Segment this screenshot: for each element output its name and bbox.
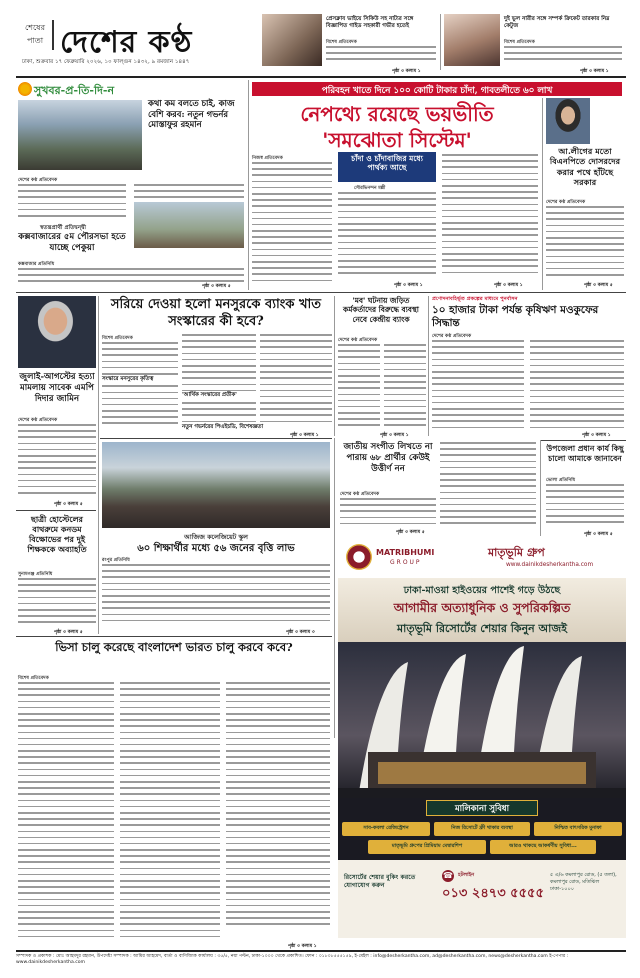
visa-text-col-3 [226, 682, 330, 940]
col-divider-lead-right [542, 98, 543, 290]
lead-headline-2: 'সমঝোতা সিস্টেম' [322, 128, 472, 152]
shubhobor-section [16, 80, 246, 290]
sun-icon [18, 82, 32, 96]
scholarship-headline: ৬০ শিক্ষার্থীর মধ্যে ৫৬ জনের বৃত্তি লাভ [137, 543, 295, 554]
pekua-headline: কক্সবাজারের ৫ম পৌরসভা হতে যাচ্ছে পেকুয়া [18, 232, 126, 253]
visa-text-col-1 [18, 682, 114, 950]
resort-ground [338, 788, 626, 798]
uthaiyara-byline: ভোলা প্রতিনিধি [546, 478, 576, 483]
lead-box-headline: চাঁদা ও চাঁদাবাজির মধ্যে পার্থক্য আছে [351, 154, 423, 173]
farm-text-col-2 [530, 340, 624, 432]
july-text [18, 424, 96, 500]
lead-box-byline: সৌরভিনন্দন মল্লী [354, 186, 386, 191]
governor-crowd-photo [18, 100, 142, 170]
shubhobor-brand: সুখবর-প্র-তি-দি-ন [34, 84, 115, 97]
lead-headline-1: নেপথ্যে রয়েছে ভয়ভীতি [300, 102, 494, 126]
hostel-continued: পৃষ্ঠা ৩ কলাম ৫ [54, 630, 83, 635]
july-headline: জুলাই-আগস্টের হত্যা মামলায় সাবেক এমপি দিদার জামিন [19, 372, 95, 404]
pekua-photo [134, 202, 244, 248]
feature-5-label: আরও থাকছে আকর্ষণীয় সুবিধা... [509, 843, 577, 849]
filler-text-mid [440, 442, 536, 530]
ad-brand-left: MATRIBHUMI [376, 548, 435, 557]
ad-brand-right: মাতৃভূমি গ্রুপ [488, 546, 545, 559]
pekua-byline: কক্সবাজার প্রতিনিধি [18, 262, 55, 267]
teaser-divider [440, 14, 441, 70]
dateline: ঢাকা, শুক্রবার ১৭ ফেব্রুয়ারি ২০২৬, ১০ ফাল্গুন ১৪৩২, ৯ রমজান ১৪৪৭ [22, 59, 190, 65]
lead-text-col-1 [252, 162, 332, 288]
col-divider-bank-left [98, 296, 99, 634]
election-text-col-2 [384, 344, 426, 432]
rule-right-mid [540, 440, 626, 441]
teaser-2-continued: পৃষ্ঠা ৩ কলাম ১ [580, 69, 609, 74]
masthead-divider [52, 20, 54, 50]
ad-top-bar [338, 538, 626, 578]
rule-below-top [16, 292, 626, 293]
pekua-kicker: স্বতন্ত্রপ্রার্থী প্রতিদ্বন্দ্বী [40, 225, 87, 231]
rule-scholarship [100, 438, 332, 439]
hotline-label: হটলাইন [458, 872, 475, 878]
scholarship-kicker: আজিজ কলেজিয়েট স্কুল [184, 533, 248, 541]
lead-box-continued: পৃষ্ঠা ৩ কলাম ১ [394, 283, 423, 288]
farm-continued: পৃষ্ঠা ৩ কলাম ১ [582, 433, 611, 438]
ad-contact-label: রিসোর্টের শেয়ার বুকিং করতে যোগাযোগ করুন [344, 874, 416, 889]
section-label [20, 22, 50, 48]
governor-byline: দেশের কণ্ঠ প্রতিবেদক [18, 178, 58, 183]
lead-text-col-3 [442, 154, 538, 280]
bank-text-col-3 [260, 334, 332, 430]
uthaiyara-text [546, 484, 624, 530]
visa-byline: বিশেষ প্রতিবেদক [18, 676, 49, 681]
anthem-byline: দেশের কণ্ঠ প্রতিবেদক [340, 492, 380, 497]
awami-text [546, 206, 624, 280]
visa-headline: ভিসা চালু করেছে বাংলাদেশ ভারত চালু করবে কবে? [55, 640, 293, 654]
bank-text-col-1 [102, 342, 178, 432]
anthem-text [340, 498, 436, 528]
governor-headline: কথা কম বলতে চাই, কাজ বেশি করব: নতুন গভর্নর মোস্তাফুর রহমান [148, 98, 235, 130]
footer-imprint: সম্পাদক ও প্রকাশক : মোঃ আহমদুর রহমান, উপদেষ্টা সম্পাদক : আমির আহমেদ, বার্তা ও বাণিজ্যিক কার্যালয় : ৩৫/৫, নয়া পল্টন, ঢাকা-১০০০ থেকে প্রকাশিত। ফোন : ০১৮০৮৫৫৫১৫৯, ই-মেইল : info@desherkantha.com, ad@desherkantha.com, news@desherkantha.com ই-পেপার : www.dainikdesherkantha.com [16, 954, 569, 965]
farm-kicker: প্রণোদনাবহির্ভূত প্রকল্পের মাধ্যমে পুনর্বাসন [432, 296, 518, 302]
july-continued: পৃষ্ঠা ৩ কলাম ৫ [54, 502, 83, 507]
footer-rule [16, 950, 626, 952]
ad-line-3: মাতৃভূমি রিসোর্টের শেয়ার কিনুন আজই [397, 622, 567, 635]
teaser-1-continued: পৃষ্ঠা ৩ কলাম ১ [392, 69, 421, 74]
hostel-text [18, 578, 96, 628]
visa-continued: পৃষ্ঠা ৩ কলাম ১ [288, 944, 317, 949]
resort-building-illustration [338, 642, 626, 798]
election-byline: দেশের কণ্ঠ প্রতিবেদক [338, 338, 378, 343]
election-text-col-1 [338, 344, 380, 432]
teaser-1-byline: বিশেষ প্রতিবেদক [326, 40, 357, 45]
newspaper-title: দেশের কণ্ঠ [60, 25, 193, 60]
anthem-headline-visible: জাতীয় সংগীত লিখতে না পারায় ৬৮ প্রার্থীর কেউই উত্তীর্ণ নন [343, 442, 433, 474]
awami-continued: পৃষ্ঠা ৩ কলাম ৫ [584, 283, 613, 288]
election-headline: 'মব' ঘটনায় জড়িত কর্মকর্তাদের বিরুদ্ধে ব্যবস্থা নেবে কেন্দ্রীয় ব্যাংক [343, 296, 419, 324]
bank-subhead-3: নতুন গভর্নরের পিএইচডি, বিশেষজ্ঞতা [182, 424, 332, 432]
teaser-1-photo [262, 14, 322, 66]
col-divider-uthaiyara [540, 440, 541, 536]
resort-glow [378, 762, 586, 784]
rule-left-hostel [16, 510, 96, 511]
hostel-byline: সুনামগঞ্জ প্রতিনিধি [18, 572, 53, 577]
mansur-photo [18, 296, 96, 368]
ad-url[interactable]: www.dainikdesherkantha.com [506, 562, 594, 568]
teaser-1-headline: প্রেসক্লাব ভাইয়ে সিকিউ সহ নাট্যর সঙ্গে বিজ্ঞাপিত গাইড সহকারী গভীর হতেই [326, 16, 414, 29]
lead-byline: নিজস্ব প্রতিবেদক [252, 156, 283, 161]
section-label-line-2: পাতা [26, 36, 44, 45]
masthead-rule [16, 76, 626, 78]
ownership-label: মালিকানা সুবিধা [454, 803, 510, 813]
rule-visa [16, 636, 332, 637]
bank-text-col-2 [182, 334, 256, 430]
hostel-headline: ছাত্রী হোস্টেলের বাথরুমে কনডম বিক্ষোভের পর দুই শিক্ষককে অব্যাহতি [27, 514, 87, 554]
farm-byline: দেশের কণ্ঠ প্রতিবেদক [432, 334, 472, 339]
feature-1-label: সাব-কবলা রেজিস্ট্রেশন [363, 825, 409, 831]
election-continued: পৃষ্ঠা ৩ কলাম ১ [380, 433, 409, 438]
awami-byline: দেশের কণ্ঠ প্রতিবেদক [546, 200, 586, 205]
ad-brand-left-sub: GROUP [390, 559, 422, 566]
col-divider-anthem [334, 438, 335, 738]
farm-text-col-1 [432, 340, 524, 432]
governor-text-col-1 [18, 184, 126, 220]
feature-2-label: নিজ রিসোর্টে ফ্রী থাকার ব্যবস্থা [451, 825, 513, 831]
ad-address: ৫ এ/৬ কমলাপুর রোড, (৫ তলা), কমলাপুর রোড, মতিঝিল ঢাকা-১০০০ [550, 872, 617, 892]
masthead [16, 14, 626, 76]
july-byline: দেশের কণ্ঠ প্রতিবেদক [18, 418, 58, 423]
ad-line-2: আগামীর অত্যাধুনিক ও সুপরিকল্পিত [393, 600, 571, 615]
bank-headline: সরিয়ে দেওয়া হলো মনসুরকে ব্যাংক খাত সংস্কারের কী হবে? [110, 297, 322, 329]
feature-4-label: মাতৃভূমি গ্রুপের প্রিমিয়াম মেম্বারশিপ [391, 843, 463, 849]
ad-block[interactable] [338, 538, 626, 938]
teaser-2-byline: বিশেষ প্রতিবেদক [504, 40, 535, 45]
scholarship-continued: পৃষ্ঠা ৩ কলাম ৩ [286, 630, 315, 635]
col-divider-left-top [248, 80, 249, 290]
bank-subhead-1: সংস্কারে মনসুরের কৃতিত্ব [102, 376, 178, 384]
teaser-2-text [504, 46, 622, 66]
lead-continued: পৃষ্ঠা ৩ কলাম ১ [494, 283, 523, 288]
scholarship-text [102, 564, 330, 628]
anthem-continued: পৃষ্ঠা ৩ কলাম ৫ [396, 530, 425, 535]
lead-top-banner: পরিবহন খাতে দিনে ১০০ কোটি টাকার চাঁদা, গাবতলীতে ৬০ লাখ [321, 86, 553, 96]
teaser-2-headline: দুই ভুল নারীর সঙ্গে সম্পর্ক ক্রিকেট তারকার নিম্ন কেটুজ [504, 16, 610, 29]
scholarship-byline: রংপুর প্রতিনিধি [102, 558, 130, 563]
awami-headline: আ.লীগের মতো বিএনপিতে দোসরদের করার পথে হাঁটছে সরকার [549, 146, 621, 188]
ad-line-1: ঢাকা-মাওয়া হাইওয়ের পাশেই গড়ে উঠছে [403, 585, 561, 596]
uthaiyara-headline: উপজেলা প্রধান কার্য কিছু চালো আমাকে জানাবেন [546, 444, 624, 463]
hotline-number[interactable]: ০১৩ ২৪৭৩ ৫৫৫৫ [442, 886, 544, 901]
lead-text-col-2 [338, 192, 436, 280]
bank-subhead-2: 'আর্থিক সংস্কারের প্রতীক' [182, 392, 256, 400]
feature-3-label: নিশ্চিত বাৎসরিক মুনাফা [554, 825, 602, 831]
pekua-continued: পৃষ্ঠা ৩ কলাম ৫ [202, 284, 231, 289]
section-label-line-1: শেষের [24, 23, 45, 32]
col-divider-farm [428, 296, 429, 436]
matribhumi-logo-icon [346, 544, 372, 570]
farm-headline: ১০ হাজার টাকা পর্যন্ত কৃষিঋণ মওকুফের সিদ্ধান্ত [432, 304, 599, 329]
bank-byline: বিশেষ প্রতিবেদক [102, 336, 133, 341]
phone-icon: ☎ [443, 871, 453, 880]
visa-text-col-2 [120, 682, 220, 950]
teaser-2-photo [444, 14, 500, 66]
uthaiyara-continued: পৃষ্ঠা ৩ কলাম ৫ [584, 532, 613, 537]
col-divider-bank-right [334, 296, 335, 436]
scholarship-photo [102, 442, 330, 528]
teaser-1-text [326, 46, 436, 66]
bank-continued: পৃষ্ঠা ৩ কলাম ১ [290, 433, 319, 438]
awami-photo [546, 98, 590, 144]
